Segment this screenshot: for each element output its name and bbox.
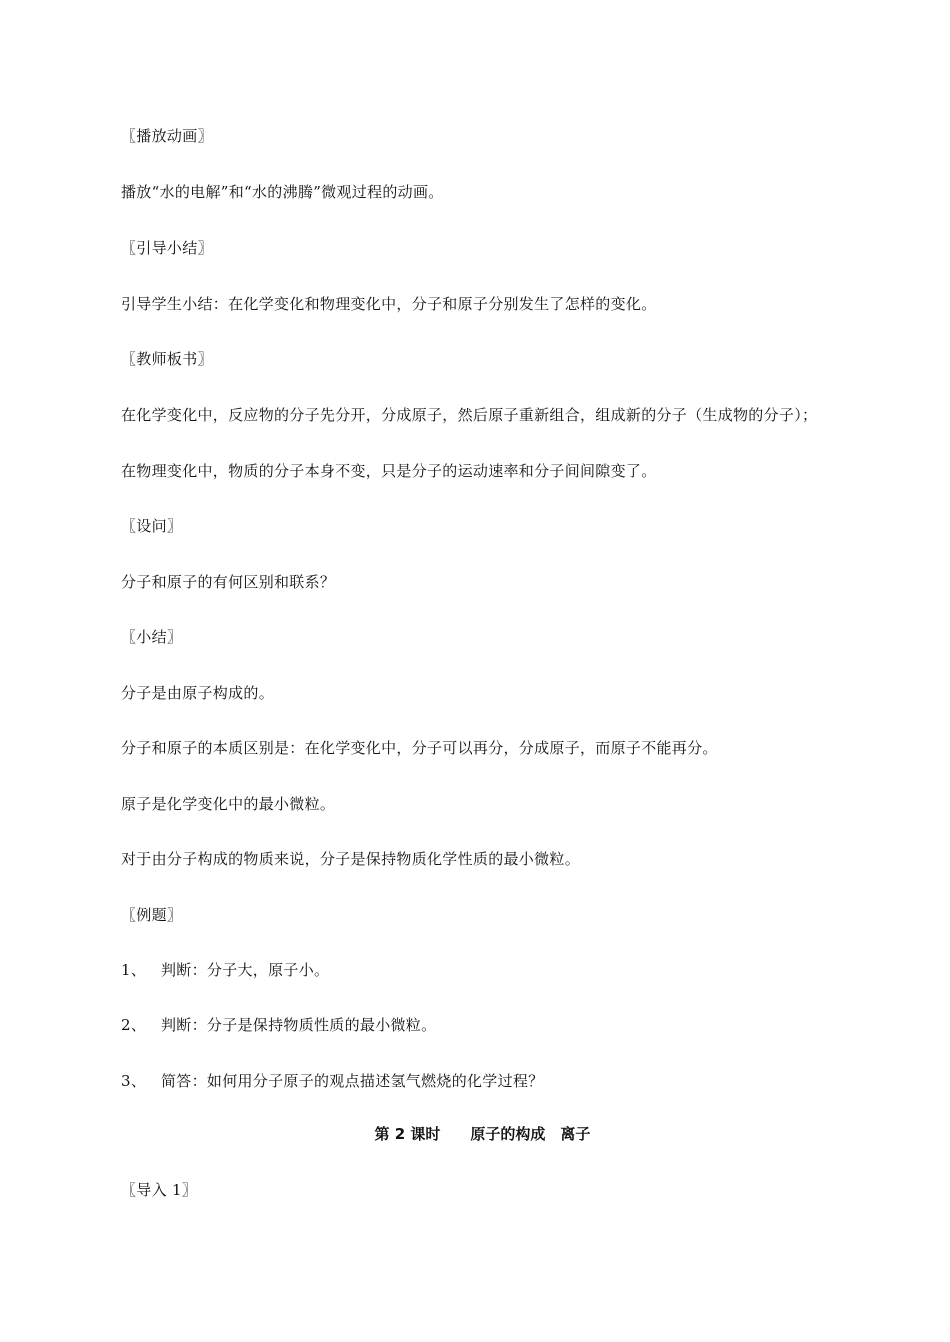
paragraph-summary-1: 分子是由原子构成的。 — [121, 684, 275, 702]
label-teacher-board: 〖教师板书〗 — [121, 350, 213, 368]
paragraph-question: 分子和原子的有何区别和联系？ — [121, 573, 336, 591]
label-examples: 〖例题〗 — [121, 906, 183, 924]
example-text: 简答：如何用分子原子的观点描述氢气燃烧的化学过程？ — [161, 1072, 544, 1090]
paragraph-summary-2: 分子和原子的本质区别是：在化学变化中，分子可以再分，分成原子，而原子不能再分。 — [121, 739, 718, 757]
label-play-animation: 〖播放动画〗 — [121, 127, 213, 145]
paragraph-play-animation: 播放“水的电解”和“水的沸腾”微观过程的动画。 — [121, 183, 444, 201]
label-summary: 〖小结〗 — [121, 628, 183, 646]
paragraph-summary-3: 原子是化学变化中的最小微粒。 — [121, 795, 336, 813]
example-number: 1、 — [121, 961, 147, 979]
example-number: 2、 — [121, 1016, 147, 1034]
paragraph-summary-4: 对于由分子构成的物质来说，分子是保持物质化学性质的最小微粒。 — [121, 850, 581, 868]
example-item — [121, 1071, 544, 1091]
label-question: 〖设问〗 — [121, 517, 183, 535]
example-text: 判断：分子大，原子小。 — [161, 961, 330, 979]
section-heading: 第 2 课时 原子的构成 离子 — [374, 1125, 591, 1143]
example-number: 3、 — [121, 1072, 147, 1090]
example-item — [121, 1015, 436, 1035]
label-introduction: 〖导入 1〗 — [121, 1181, 198, 1199]
paragraph-guided-summary: 引导学生小结：在化学变化和物理变化中，分子和原子分别发生了怎样的变化。 — [121, 295, 657, 313]
example-text: 判断：分子是保持物质性质的最小微粒。 — [161, 1016, 437, 1034]
paragraph-physical-change: 在物理变化中，物质的分子本身不变，只是分子的运动速率和分子间间隙变了。 — [121, 462, 657, 480]
paragraph-chemical-change: 在化学变化中，反应物的分子先分开，分成原子，然后原子重新组合，组成新的分子（生成物的分子）； — [121, 406, 818, 424]
label-guided-summary: 〖引导小结〗 — [121, 239, 213, 257]
example-item — [121, 960, 329, 980]
